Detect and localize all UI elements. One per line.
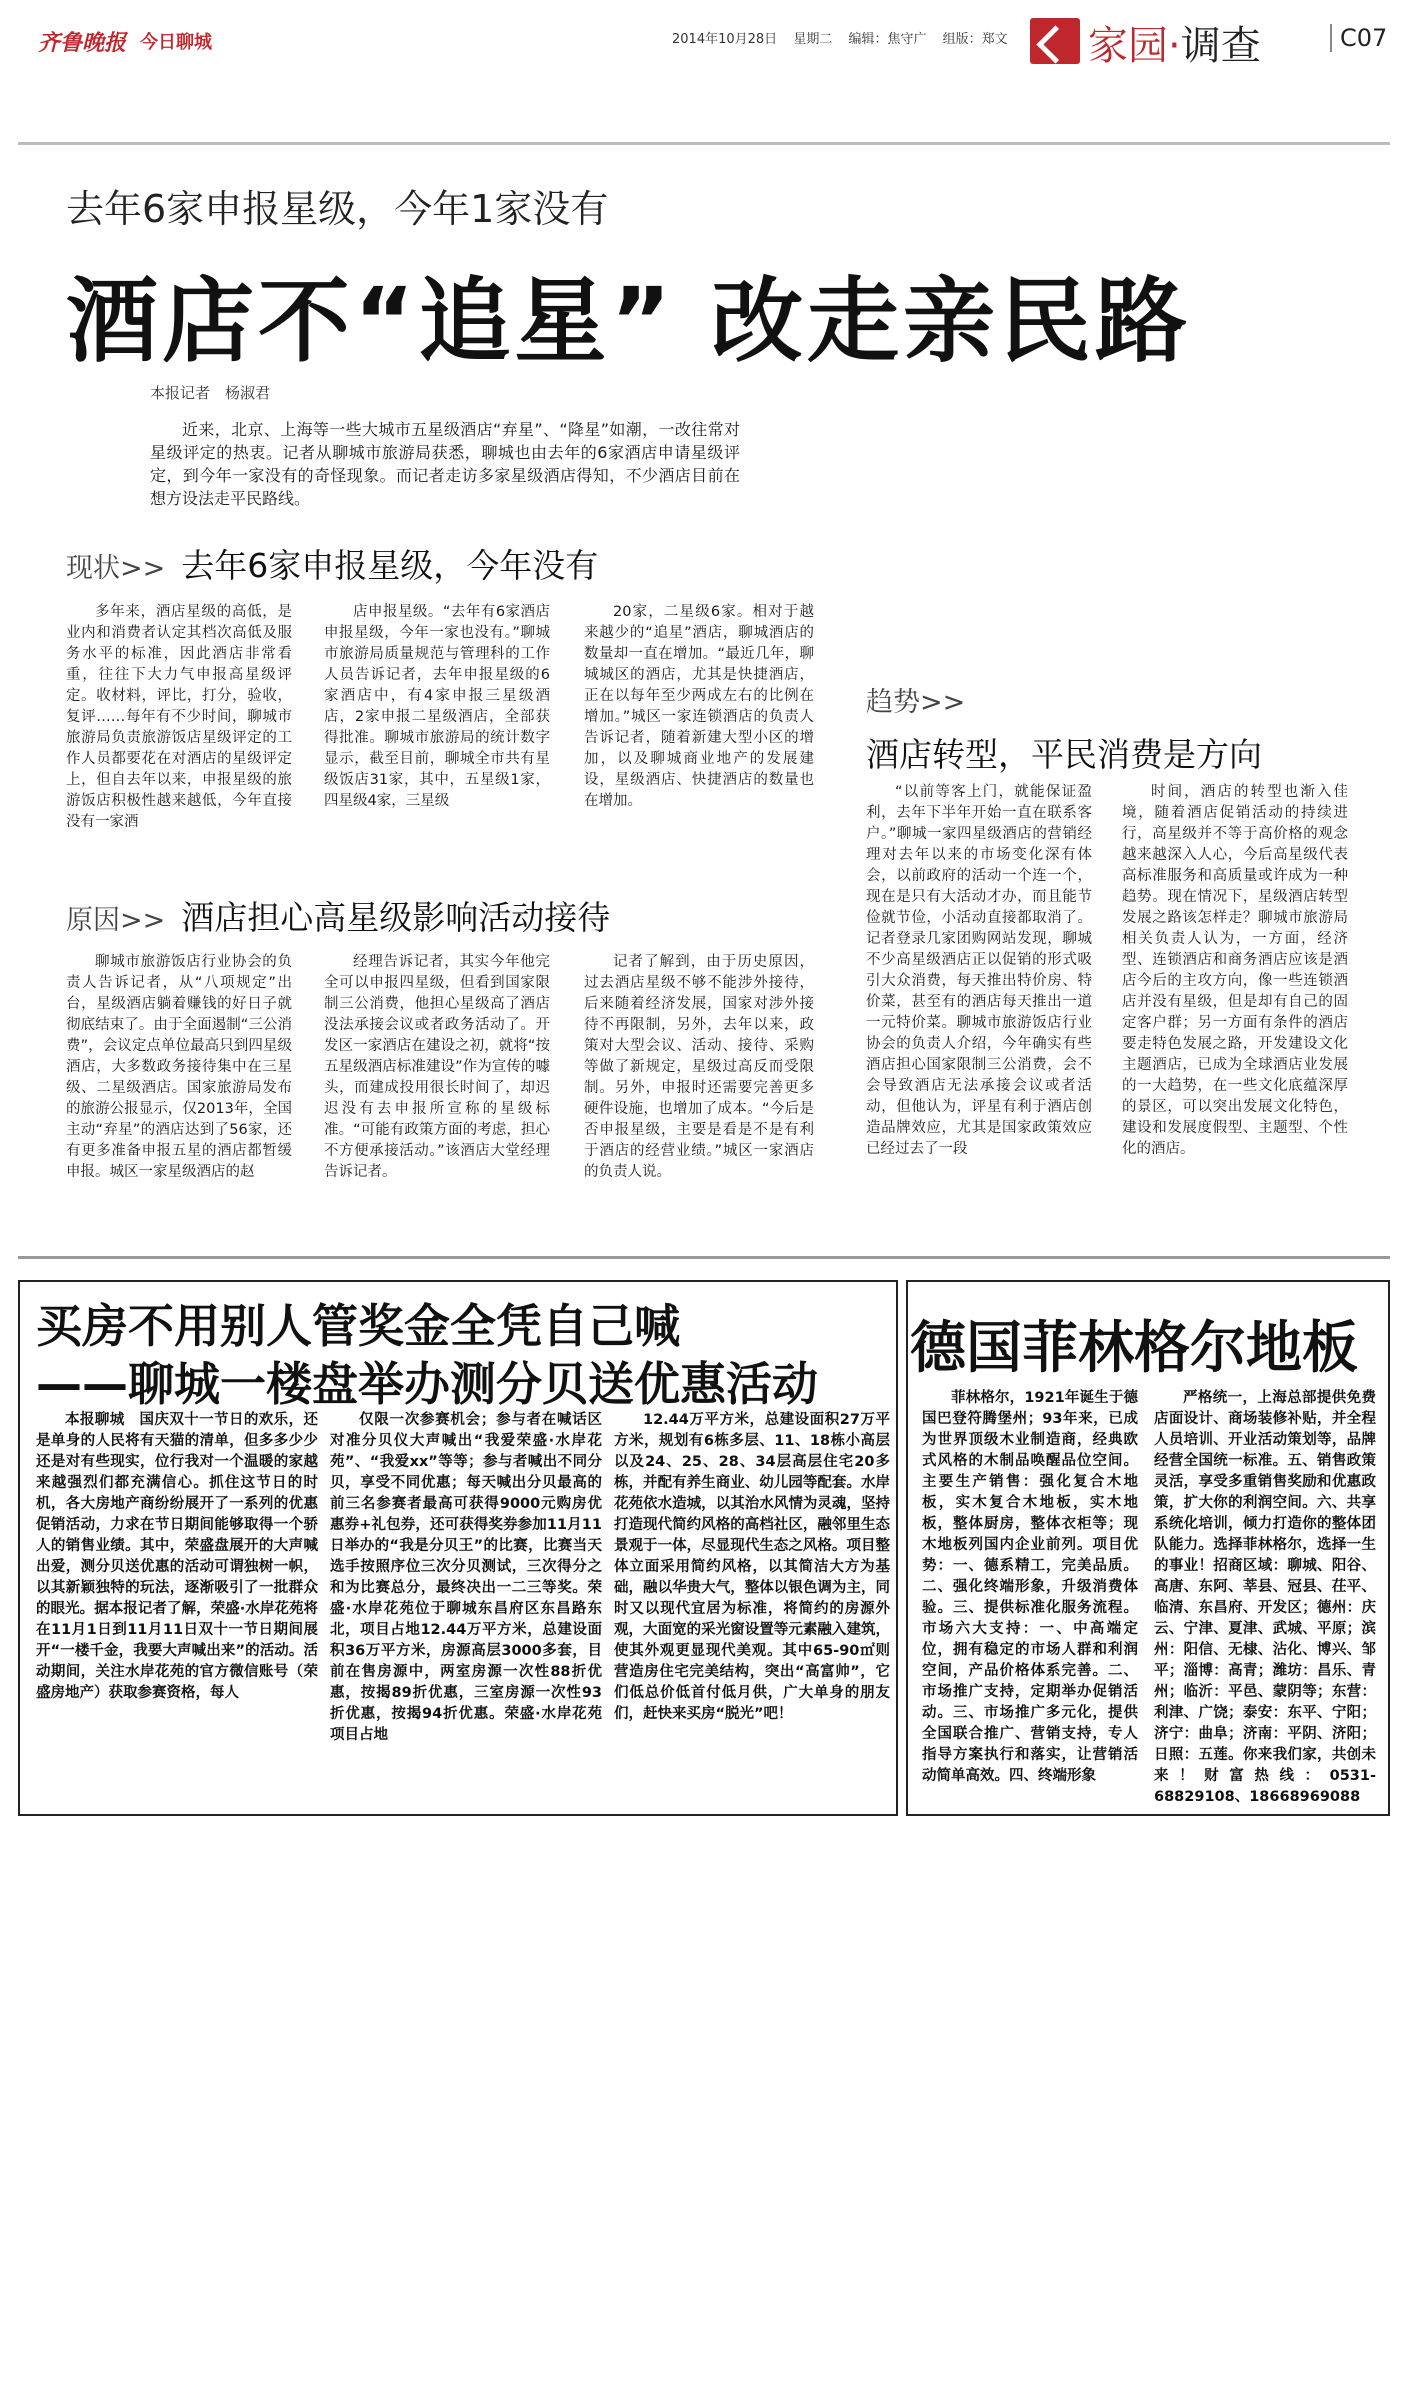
page-section-red: 家园 [1088,23,1168,69]
article-lead: 近来，北京、上海等一些大城市五星级酒店“弃星”、“降星”如潮，一改往常对星级评定的热衷。记者从聊城市旅游局获悉，聊城也由去年的6家酒店申请星级评定，到今年一家没有的奇怪现象。而记者走访多家星级酒店得知，不少酒店目前在想方设法走平民路线。 [150,420,740,508]
article-column: 聊城市旅游饭店行业协会的负责人告诉记者，从“八项规定”出台，星级酒店躺着赚钱的好日子就彻底结束了。由于全面遏制“三公消费”，会议定点单位最高只到四星级酒店，大多数政务接待集中在三星级、二星级酒店。国家旅游局发布的旅游公报显示，仅2013年，全国主动“弃星”的酒店达到了56家，还有更多准备申报五星的酒店都暂缓申报。城区一家星级酒店的赵 [66,954,292,1180]
page-header [0,0,1409,80]
section-title: 酒店转型，平民消费是方向 [866,735,1262,774]
article-column: 时间，酒店的转型也渐入佳境，随着酒店促销活动的持续进行，高星级并不等于高价格的观念越来越深入人心，今后高星级代表高标准服务和高质量或许成为一种趋势。现在情况下，星级酒店转型发展之路该怎样走？聊城市旅游局相关负责人认为，一方面，经济型、连锁酒店和商务酒店应该是酒店今后的主攻方向，像一些连锁酒店并没有星级，但是却有自己的固定客户群；另一方面有条件的酒店要走特色发展之路，开发建设文化主题酒店，已成为全球酒店业发展的一大趋势，在一些文化底蕴深厚的景区，可以突出发展文化特色，建设和发展度假型、主题型、个性化的酒店。 [1122,784,1348,1157]
section-tag: 现状>> [66,553,166,584]
ad-column: 本报聊城 国庆双十一节日的欢乐，还是单身的人民将有天猫的清单，但多多少少还是对有些现实，位行我对一个温暖的家越来越强烈们都充满信心。抓住这节日的时机，各大房地产商纷纷展开了一系列的优惠促销活动，力求在节日期间能够取得一个骄人的销售业绩。其中，荣盛盘展开的大声喊出爱，测分贝送优惠的活动可谓独树一帜，以其新颖独特的玩法，逐渐吸引了一批群众的眼光。据本报记者了解，荣盛·水岸花苑将在11月1日到11月11日双十一节日期间展开“一楼千金，我要大声喊出来”的活动。活动期间，关注水岸花苑的官方微信账号（荣盛房地产）获取参赛资格，每人 [36,1412,318,1701]
masthead: 齐鲁晚报 [38,30,127,56]
section-heading-reason [66,892,610,939]
article-column: 20家，二星级6家。相对于越来越少的“追星”酒店，聊城酒店的数量却一直在增加。“最近几年，聊城城区的酒店，尤其是快捷酒店，正在以每年至少两成左右的比例在增加。”城区一家连锁酒店的负责人告诉记者，随着新建大型小区的增加，以及聊城商业地产的发展建设，星级酒店、快捷酒店的数量也在增加。 [584,604,814,809]
article-column: 多年来，酒店星级的高低，是业内和消费者认定其档次高低及服务水平的标准，因此酒店非常看重，往往下大力气申报高星级评定。收材料，评比，打分，验收，复评……每年有不少时间，聊城市旅游局负责旅游饭店星级评定的工作人员都要花在对酒店的星级评定上，但自去年以来，申报星级的旅游饭店积极性越来越低，今年直接没有一家酒 [66,604,292,830]
article-byline: 本报记者 杨淑君 [150,384,271,402]
layout-credit: 组版：郑文 [942,32,1008,47]
section-heading-trend [866,680,1262,776]
section-title: 去年6家申报星级，今年没有 [181,546,599,585]
section-logo-icon [1030,18,1080,64]
ad-subtitle: ——聊城一楼盘举办测分贝送优惠活动 [36,1357,818,1411]
article-column: 店申报星级。“去年有6家酒店申报星级，今年一家也没有。”聊城市旅游局质量规范与管理科的工作人员告诉记者，去年申报星级的6家酒店中，有4家申报三星级酒店，2家申报二星级酒店，全部获得批准。聊城市旅游局的统计数字显示，截至目前，聊城全市共有星级饭店31家，其中，五星级1家，四星级4家，三星级 [324,604,550,809]
page-section-label [1088,14,1261,71]
header-rule [18,142,1390,145]
issue-date: 2014年10月28日 [672,32,778,47]
section-tag: 原因>> [66,905,166,936]
ad-column: 严格统一，上海总部提供免费店面设计、商场装修补贴，并全程人员培训、开业活动策划等，品牌经营全国统一标准。五、销售政策灵活，享受多重销售奖励和优惠政策，扩大你的利润空间。六、共享系统化培训，倾力打造你的整体团队能力。选择菲林格尔，选择一生的事业！招商区域：聊城、阳谷、高唐、东阿、莘县、冠县、茌平、临清、东昌府、开发区；德州：庆云、宁津、夏津、武城、平原；滨州：阳信、无棣、沾化、博兴、邹平；淄博：高青；潍坊：昌乐、青州；临沂：平邑、蒙阴等；东营：利津、广饶；泰安：东平、宁阳；济宁：曲阜；济南：平阴、济阳；日照：五莲。你来我们家，共创未来！财富热线：0531-68829108、18668969088 [1154,1390,1376,1805]
section-divider [18,1256,1390,1259]
article-column: 记者了解到，由于历史原因，过去酒店星级不够不能涉外接待，后来随着经济发展，国家对涉外接待不再限制，另外，去年以来，政策对大型会议、活动、接待、采购等做了新规定，星级过高反而受限制。另外，申报时还需要完善更多硬件设施，也增加了成本。“今后是否申报星级，主要是看是不是有利于酒店的经营业绩。”城区一家酒店的负责人说。 [584,954,814,1180]
ad-title: 德国菲林格尔地板 [910,1316,1358,1381]
article-headline: 酒店不“追星” 改走亲民路 [66,268,1191,375]
page-number: C07 [1330,24,1387,52]
page-section-black: 调查 [1180,23,1261,69]
section-name: 今日聊城 [140,32,212,53]
editor-credit: 编辑：焦守广 [848,32,927,47]
article-column: “以前等客上门，就能保证盈利，去年下半年开始一直在联系客户。”聊城一家四星级酒店的营销经理对去年以来的市场变化深有体会，以前政府的活动一个连一个，现在是只有大活动才办，而且能节俭就节俭，小活动直接都取消了。记者登录几家团购网站发现，聊城不少高星级酒店正以促销的形式吸引大众消费，每天推出特价房、特价菜，甚至有的酒店每天推出一道一元特价菜。聊城市旅游饭店行业协会的负责人介绍，今年确实有些酒店担心国家限制三公消费，会不会导致酒店无法承接会议或者活动，但他认为，评星有利于酒店创造品牌效应，尤其是国家政策效应已经过去了一段 [866,784,1092,1157]
ad-column: 12.44万平方米，总建设面积27万平方米，规划有6栋多层、11、18栋小高层以及24、25、28、34层高层住宅20多栋，并配有养生商业、幼儿园等配套。水岸花苑依水造城，以其治水风情为灵魂，坚持打造现代简约风格的高档社区，融邻里生态景观于一体，尽显现代生态之风格。项目整体立面采用简约风格，以其简洁大方为基础，融以华贵大气，整体以银色调为主，同时又以现代宜居为标准，将简约的房源外观，大面宽的采光窗设置等元素融入建筑，使其外观更显现代美观。其中65-90㎡则营造房住宅完美结构，突出“高富帅”，它们低总价低首付低月供，广大单身的朋友们，赶快来买房“脱光”吧！ [614,1412,890,1722]
ad-title: 买房不用别人管奖金全凭自己喊 [36,1299,680,1353]
ad-column: 仅限一次参赛机会；参与者在喊话区对准分贝仪大声喊出“我爱荣盛·水岸花苑”、“我爱xx”等等；参与者喊出不同分贝，享受不同优惠；每天喊出分贝最高的前三名参赛者最高可获得9000元购房优惠券+礼包券，还可获得奖券参加11月11日举办的“我是分贝王”的比赛，比赛当天选手按照序位三次分贝测试，三次得分之和为比赛总分，最终决出一二三等奖。荣盛·水岸花苑位于聊城东昌府区东昌路东北，项目占地12.44万平方米，总建设面积36万平方米，房源高层3000多套，目前在售房源中，两室房源一次性88折优惠，按揭89折优惠，三室房源一次性93折优惠，按揭94折优惠。荣盛·水岸花苑项目占地 [330,1412,602,1743]
ad-column: 菲林格尔，1921年诞生于德国巴登符腾堡州；93年来，已成为世界顶级木业制造商，经典欧式风格的木制品唤醒品位空间。主要生产销售：强化复合木地板，实木复合木地板，实木地板，整体厨房，整体衣柜等；现木地板列国内企业前列。项目优势：一、德系精工，完美品质。二、强化终端形象，升级消费体验。三、提供标准化服务流程。市场六大支持：一、中高端定位，拥有稳定的市场人群和利润空间，产品价格体系完善。二、市场推广支持，定期举办促销活动。三、市场推广多元化，提供全国联合推广、营销支持，专人指导方案执行和落实，让营销活动简单高效。四、终端形象 [922,1390,1138,1784]
page-section-dot: · [1168,23,1181,69]
issue-weekday: 星期二 [793,32,833,47]
dateline [672,28,1020,47]
section-title: 酒店担心高星级影响活动接待 [181,898,611,937]
section-tag: 趋势>> [866,687,966,718]
article-subheadline: 去年6家申报星级，今年1家没有 [66,187,609,231]
article-column: 经理告诉记者，其实今年他完全可以申报四星级，但看到国家限制三公消费，他担心星级高了酒店没法承接会议或者政务活动了。开发区一家酒店在建设之初，就将“按五星级酒店标准建设”作为宣传的噱头，而建成投用很长时间了，却迟迟没有去申报所宣称的星级标准。“可能有政策方面的考虑，担心不方便承接活动。”该酒店大堂经理告诉记者。 [324,954,550,1180]
section-heading-status [66,540,598,587]
